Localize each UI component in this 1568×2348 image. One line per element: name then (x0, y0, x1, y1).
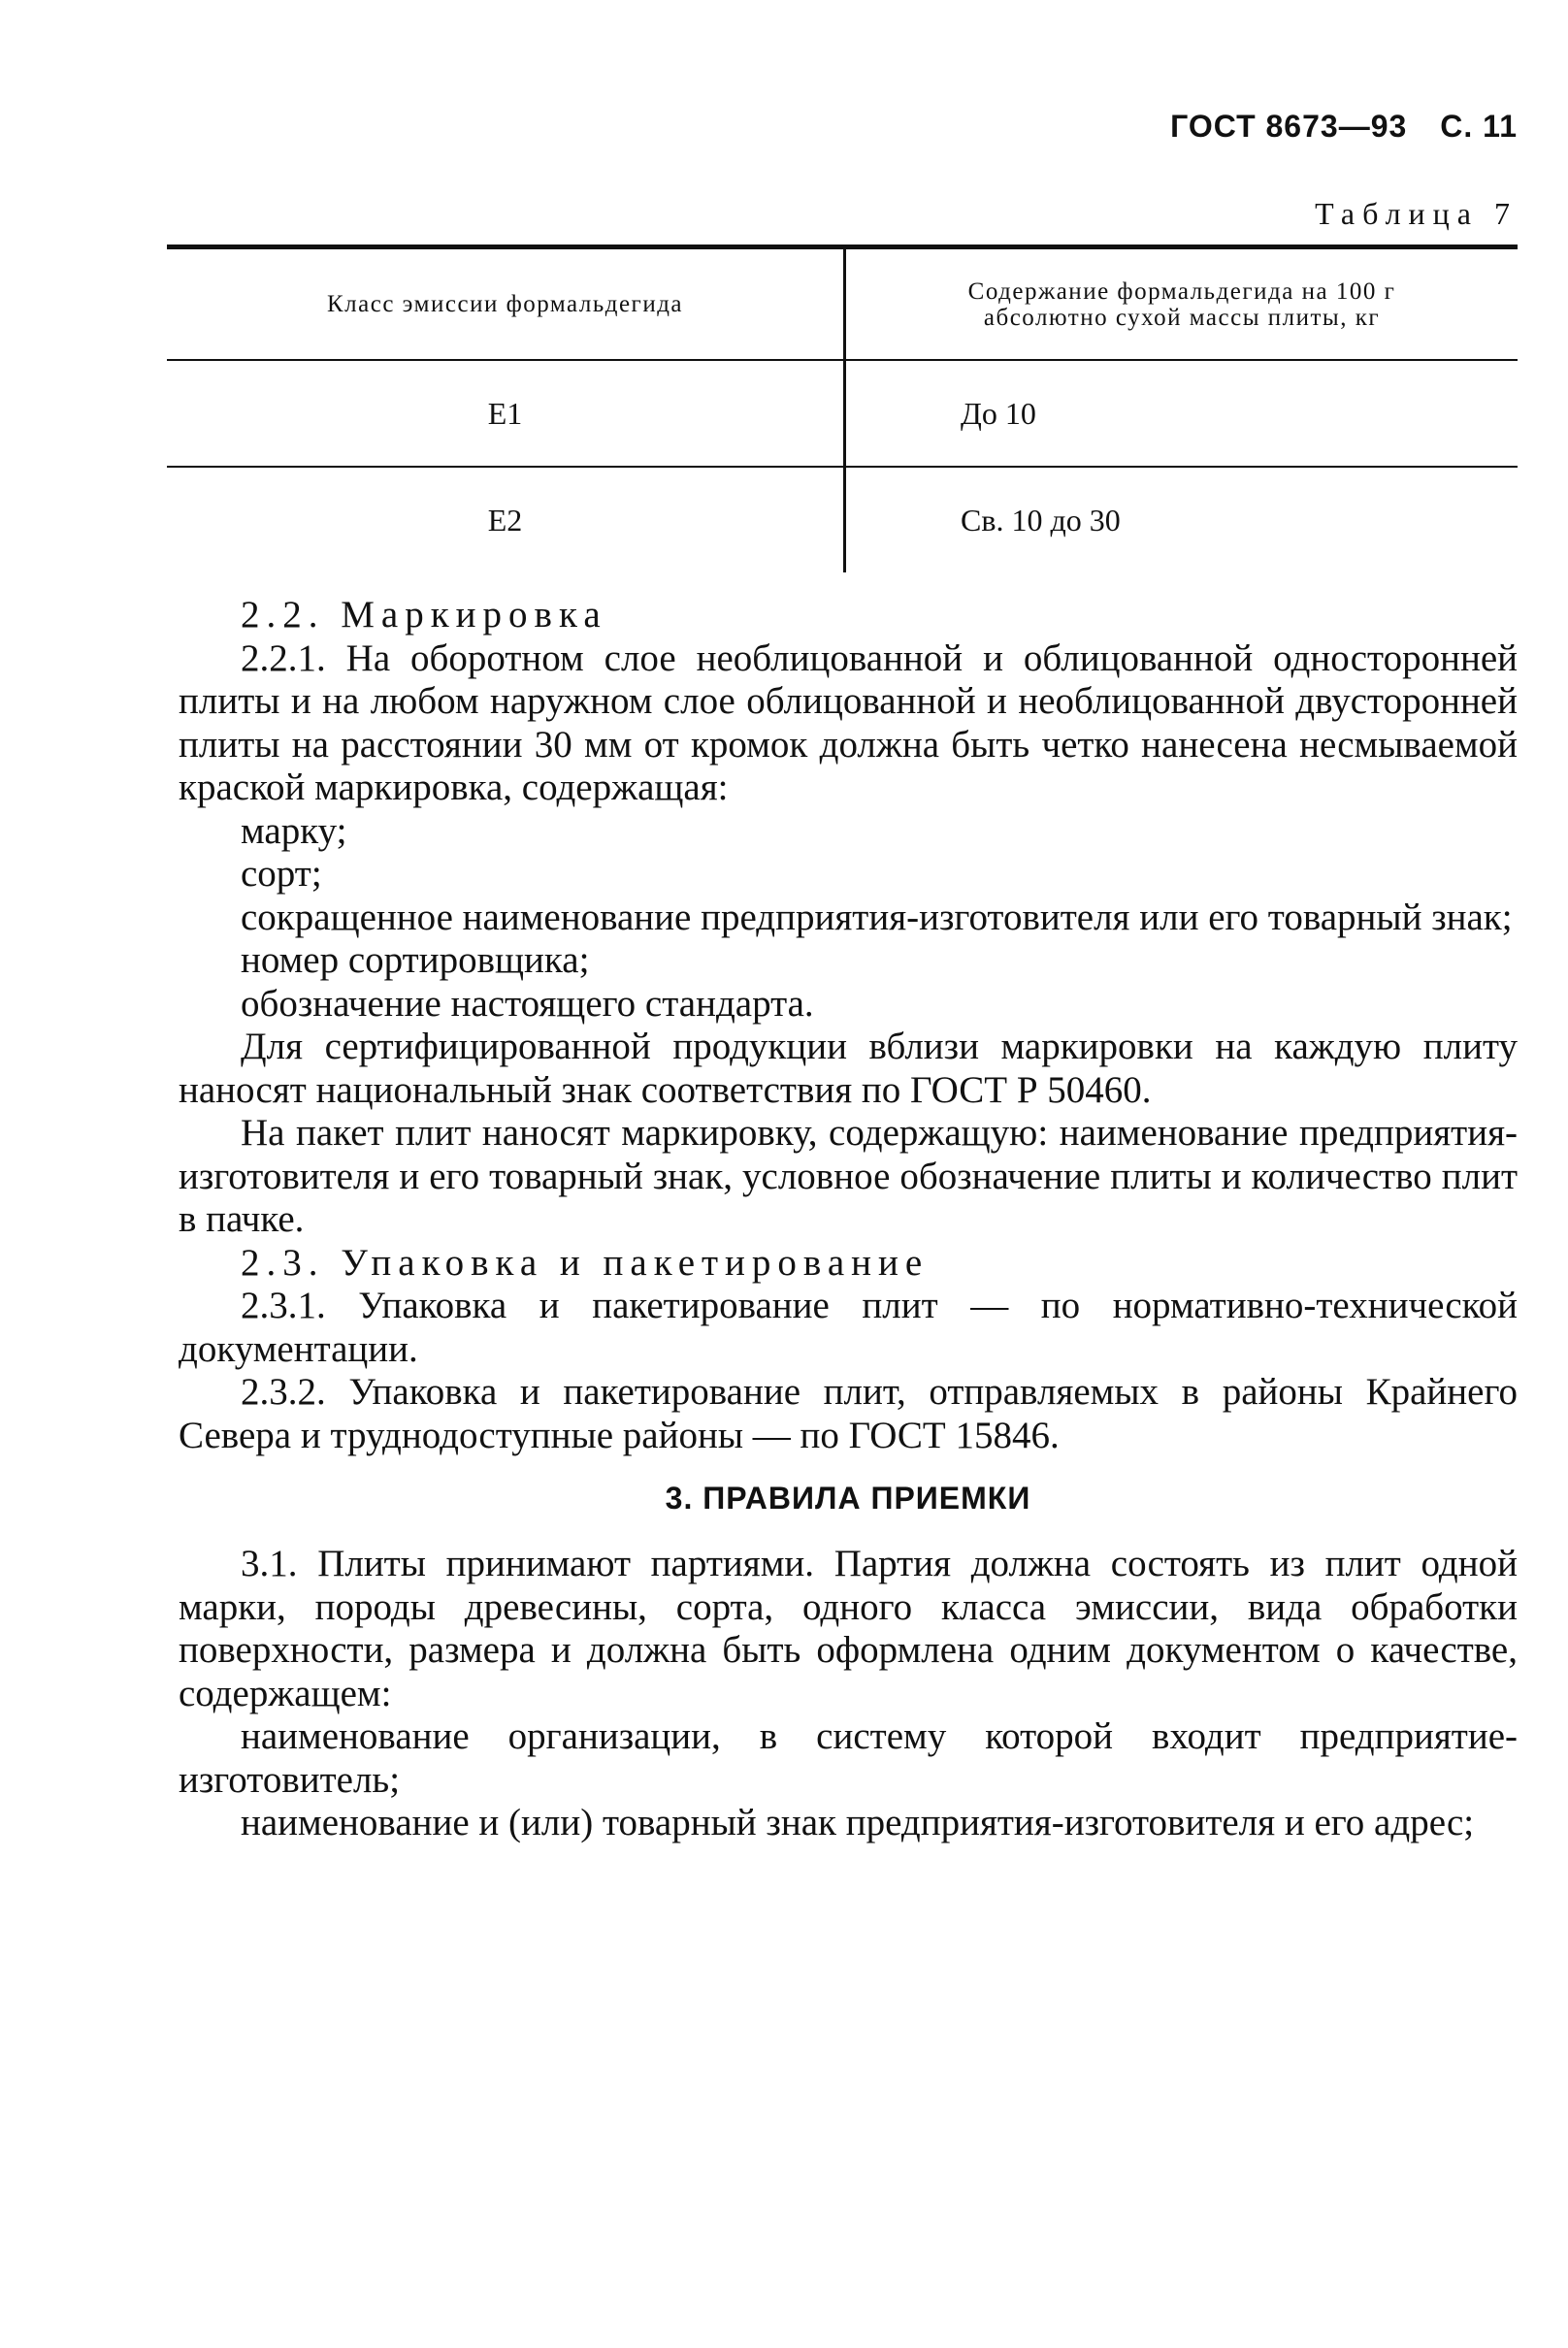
marking-item: обозначение настоящего стандарта. (241, 982, 814, 1025)
acceptance-item: наименование организации, в систему которой входит предприятие-изготовитель; (179, 1715, 1518, 1801)
paragraph-2-2-1: 2.2.1. На оборотном слое необлицованной и облицованной односторонней плиты и на любом наружном слое облицованной и необлицованной двусторонней плиты на расстоянии 30 мм от кромок должна быть четко нанесена несмываемой краской маркировка, содержащая: (179, 636, 1518, 808)
table-cell-content-e1: До 10 (961, 395, 1036, 431)
marking-item: сорт; (241, 853, 322, 895)
table-cell-class-e1: Е1 (487, 395, 523, 431)
table-cell-content-e2: Св. 10 до 30 (961, 502, 1121, 538)
paragraph-package-marking: На пакет плит наносят маркировку, содержащую: наименование предприятия-изготовителя и его товарный знак, условное обозначение плиты и количество плит в пачке. (179, 1112, 1518, 1240)
marking-item: марку; (241, 809, 347, 852)
page-header (1170, 109, 1518, 145)
paragraph-3-1: 3.1. Плиты принимают партиями. Партия должна состоять из плит одной марки, породы древесины, сорта, одного класса эмиссии, вида обработки поверхности, размера и должна быть оформлена одним документом о качестве, содержащем: (179, 1543, 1518, 1714)
emission-table (167, 245, 1518, 572)
paragraph-certification: Для сертифицированной продукции вблизи маркировки на каждую плиту наносят национальный знак соответствия по ГОСТ Р 50460. (179, 1026, 1518, 1111)
page-number: С. 11 (1440, 109, 1518, 144)
table-cell-class-e2: Е2 (487, 502, 523, 538)
document-body (179, 594, 1518, 1845)
packing-heading: 2.3. Упаковка и пакетирование (241, 1241, 930, 1284)
marking-heading: 2.2. Маркировка (241, 594, 607, 636)
section-title-acceptance: 3. ПРАВИЛА ПРИЕМКИ (665, 1481, 1031, 1516)
standard-number: ГОСТ 8673—93 (1170, 109, 1408, 144)
marking-item: номер сортировщика; (241, 939, 590, 981)
table-caption: Таблица 7 (1315, 196, 1518, 231)
marking-item: сокращенное наименование предприятия-изготовителя или его товарный знак; (241, 896, 1513, 938)
paragraph-2-3-1: 2.3.1. Упаковка и пакетирование плит — по нормативно-технической документации. (179, 1285, 1518, 1370)
acceptance-item: наименование и (или) товарный знак предприятия-изготовителя и его адрес; (241, 1802, 1475, 1843)
column-header-class: Класс эмиссии формальдегида (326, 291, 684, 317)
paragraph-2-3-2: 2.3.2. Упаковка и пакетирование плит, отправляемых в районы Крайнего Севера и труднодоступные районы — по ГОСТ 15846. (179, 1371, 1518, 1456)
column-header-content: Содержание формальдегида на 100 г абсолютно сухой массы плиты, кг (967, 277, 1396, 331)
